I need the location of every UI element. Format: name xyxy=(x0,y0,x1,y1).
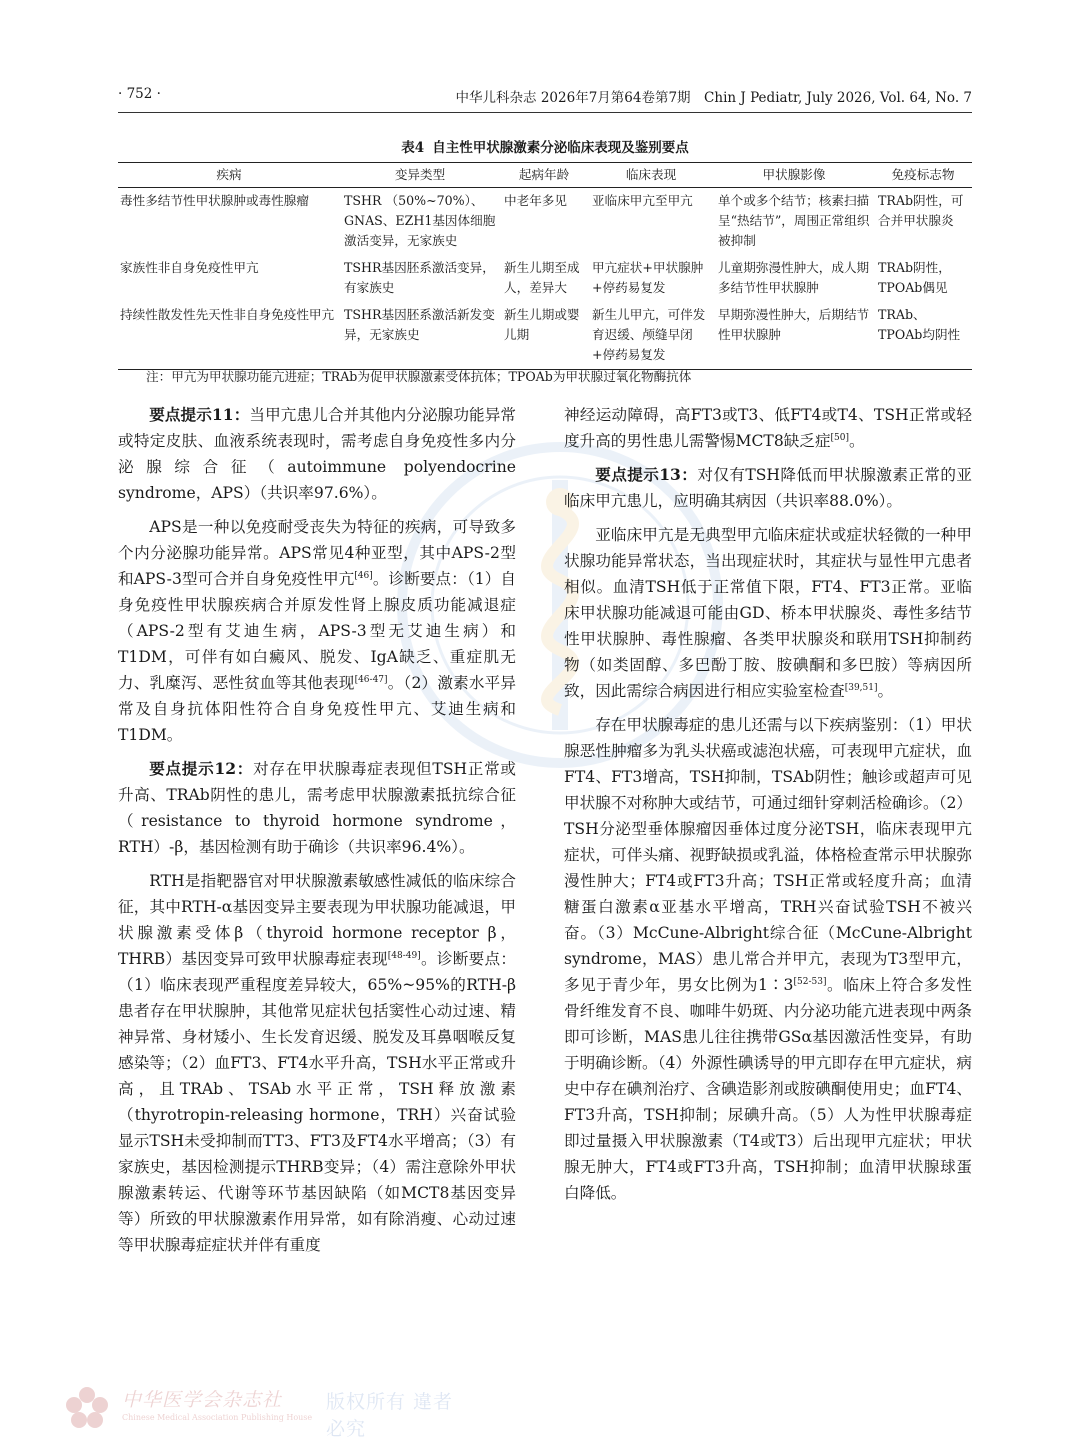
paragraph-text: RTH是指靶器官对甲状腺激素敏感性减低的临床综合征，其中RTH-α基因变异主要表现为甲状腺功能减退，甲状腺激素受体β（thyroid hormone receptor β，THRB）基因变异可致甲状腺毒症表现 xyxy=(118,872,516,968)
citation: [50] xyxy=(830,433,850,443)
cell-disease: 家族性非自身免疫性甲亢 xyxy=(120,260,259,275)
copyright-stamp: 版权所有 違者必究 xyxy=(326,1391,454,1440)
table-title: 自主性甲状腺激素分泌临床表现及鉴别要点 xyxy=(432,140,689,156)
column-header-immune: 免疫标志物 xyxy=(874,163,972,188)
table-row xyxy=(118,255,972,302)
cell-imaging: 早期弥漫性肿大，后期结节性甲状腺肿 xyxy=(714,302,874,370)
paragraph-text: 对仅有TSH降低而甲状腺激素正常的亚临床甲亢患儿，应明确其病因（共识率88.0%）。 xyxy=(564,466,973,510)
column-header-clinical: 临床表现 xyxy=(588,163,714,188)
cell-immune: TRAb阴性，可合并甲状腺炎 xyxy=(878,193,964,228)
cell-onset: 新生儿期或婴儿期 xyxy=(500,302,588,370)
paragraph-text: 。诊断要点：（1）自身免疫性甲状腺疾病合并原发性肾上腺皮质功能减退症（APS-2型有艾迪生病，APS-3型无艾迪生病）和T1DM，可伴有如白癜风、脱发、IgA缺乏、重症肌无力、乳糜泻、恶性贫血等其他表现 xyxy=(118,570,516,692)
key-point-heading: 要点提示11： xyxy=(149,405,250,424)
citation: [48-49] xyxy=(387,951,421,961)
key-point-heading: 要点提示13： xyxy=(595,465,698,484)
table-label: 表4 xyxy=(401,140,425,156)
cell-disease: 持续性散发性先天性非自身免疫性甲亢 xyxy=(118,302,340,370)
flower-logo-icon xyxy=(64,1385,110,1429)
table-caption xyxy=(118,136,972,156)
citation: [46-47] xyxy=(354,675,388,685)
cell-clinical: 亚临床甲亢至甲亢 xyxy=(592,193,693,208)
punctuation: 。 xyxy=(877,682,894,700)
header-rule xyxy=(118,112,972,113)
body-paragraph xyxy=(564,712,972,1206)
page-header xyxy=(118,86,972,108)
citation: [39,51] xyxy=(844,683,878,693)
body-paragraph xyxy=(118,868,516,1258)
citation: [46] xyxy=(354,571,373,581)
cell-variant: TSHR （50%~70%）、GNAS、EZH1基因体细胞激活变异，无家族史 xyxy=(344,193,496,248)
body-paragraph xyxy=(118,514,516,748)
cell-clinical: 新生儿甲亢，可伴发育迟缓、颅缝早闭+停药易复发 xyxy=(588,302,714,370)
column-header-variant: 变异类型 xyxy=(340,163,500,188)
cell-imaging: 单个或多个结节；核素扫描呈“热结节”，周围正常组织被抑制 xyxy=(718,193,870,248)
cell-immune: TRAb阴性，TPOAb偶见 xyxy=(878,260,951,295)
key-point-12 xyxy=(118,756,516,860)
column-header-onset: 起病年龄 xyxy=(500,163,588,188)
citation: [52-53] xyxy=(793,977,827,987)
paragraph-text: 神经运动障碍，高FT3或T3、低FT4或T4、TSH正常或轻度升高的男性患儿需警惕MCT8缺乏症 xyxy=(564,406,972,450)
paragraph-text: 存在甲状腺毒症的患儿还需与以下疾病鉴别：（1）甲状腺恶性肿瘤多为乳头状癌或滤泡状癌，可表现甲亢症状，血FT4、FT3增高，TSH抑制，TSAb阴性；触诊或超声可见甲状腺不对称肿大或结节，可通过细针穿刺活检确诊。（2）TSH分泌型垂体腺瘤因垂体过度分泌TSH，临床表现甲亢症状，可伴头痛、视野缺损或乳溢，体格检查常示甲状腺弥漫性肿大；FT4或FT3升高；TSH正常或轻度升高；血清糖蛋白激素α亚基水平增高，TRH兴奋试验TSH不被兴奋。（3）McCune-Albright综合征（McCune-Albright syndrome，MAS）患儿常合并甲亢，表现为T3型甲亢，多见于青少年，男女比例为1∶3 xyxy=(564,716,972,994)
punctuation: 。 xyxy=(849,432,865,450)
key-point-11 xyxy=(118,402,516,506)
data-table xyxy=(118,162,972,370)
body-paragraph xyxy=(564,402,972,454)
paragraph-text: APS是一种以免疫耐受丧失为特征的疾病，可导致多个内分泌腺功能异常。APS常见4种亚型，其中APS-2型和APS-3型可合并自身免疫性甲亢 xyxy=(118,518,516,588)
table-header-row xyxy=(118,163,972,188)
paragraph-text: 亚临床甲亢是无典型甲亢临床症状或症状轻微的一种甲状腺功能异常状态，当出现症状时，其症状与显性甲亢患者相似。血清TSH低于正常值下限，FT4、FT3正常。亚临床甲状腺功能减退可能由GD、桥本甲状腺炎、毒性多结节性甲状腺肿、毒性腺瘤、各类甲状腺炎和联用TSH抑制药物（如类固醇、多巴酚丁胺、胺碘酮和多巴胺）等病因所致，因此需综合病因进行相应实验室检查 xyxy=(564,526,972,700)
page-number: · 752 · xyxy=(118,86,161,102)
column-header-disease: 疾病 xyxy=(118,163,340,188)
body-column-left xyxy=(118,402,516,1266)
publisher-name-en: Chinese Medical Association Publishing House xyxy=(122,1413,313,1422)
cell-onset: 中老年多见 xyxy=(504,193,567,208)
body-paragraph xyxy=(564,522,972,704)
paragraph-text: 。诊断要点：（1）临床表现严重程度差异较大，65%~95%的RTH-β患者存在甲状腺肿，其他常见症状包括窦性心动过速、精神异常、身材矮小、生长发育迟缓、脱发及耳鼻咽喉反复感染等；（2）血FT3、FT4水平升高，TSH水平正常或升高，且TRAb、TSAb水平正常，TSH释放激素（thyrotropin-releasing hormone，TRH）兴奋试验显示TSH未受抑制而TT3、FT3及FT4水平增高；（3）有家族史，基因检测提示THRB变异；（4）需注意除外甲状腺激素转运、代谢等环节基因缺陷（如MCT8基因变异等）所致的甲状腺激素作用异常，如有除消瘦、心动过速等甲状腺毒症症状并伴有重度 xyxy=(118,950,516,1254)
key-point-13 xyxy=(564,462,972,514)
paragraph-text: 。（2）激素水平异常及自身抗体阳性符合自身免疫性甲亢、艾迪生病和T1DM。 xyxy=(118,674,516,744)
table-row xyxy=(118,188,972,256)
cell-imaging: 儿童期弥漫性肿大，成人期多结节性甲状腺肿 xyxy=(718,260,870,295)
column-header-imaging: 甲状腺影像 xyxy=(714,163,874,188)
body-column-right xyxy=(564,402,972,1214)
publisher-name-cn: 中华医学会杂志社 xyxy=(122,1389,283,1411)
paragraph-text: 对存在甲状腺毒症表现但TSH正常或升高、TRAb阴性的患儿，需考虑甲状腺激素抵抗综合征（resistance to thyroid hormone syndrome，RTH）-β，基因检测有助于确诊（共识率96.4%）。 xyxy=(118,760,517,856)
paragraph-text: 当甲亢患儿合并其他内分泌腺功能异常或特定皮肤、血液系统表现时，需考虑自身免疫性多内分泌腺综合征（autoimmune polyendocrine syndrome，APS）（共识率97.6%）。 xyxy=(118,406,516,502)
key-point-heading: 要点提示12： xyxy=(149,759,254,778)
cell-onset: 新生儿期至成人，差异大 xyxy=(504,260,580,295)
cell-immune: TRAb、TPOAb均阴性 xyxy=(874,302,972,370)
cell-variant: TSHR基因胚系激活变异，有家族史 xyxy=(344,260,495,295)
table-row xyxy=(118,302,972,370)
table-footnote: 注：甲亢为甲状腺功能亢进症；TRAb为促甲状腺激素受体抗体；TPOAb为甲状腺过氧化物酶抗体 xyxy=(146,369,692,384)
cell-disease: 毒性多结节性甲状腺肿或毒性腺瘤 xyxy=(120,193,309,208)
publisher-watermark xyxy=(64,1385,464,1440)
cell-clinical: 甲亢症状+甲状腺肿+停药易复发 xyxy=(592,260,704,295)
paragraph-text: 。临床上符合多发性骨纤维发育不良、咖啡牛奶斑、内分泌功能亢进表现中两条即可诊断，MAS患儿往往携带GSα基因激活性变异，有助于明确诊断。（4）外源性碘诱导的甲亢即存在甲亢症状，病史中存在碘剂治疗、含碘造影剂或胺碘酮使用史；血FT4、FT3升高，TSH抑制；尿碘升高。（5）人为性甲状腺毒症即过量摄入甲状腺激素（T4或T3）后出现甲亢症状；甲状腺无肿大，FT4或FT3升高，TSH抑制；血清甲状腺球蛋白降低。 xyxy=(564,976,972,1202)
cell-variant: TSHR基因胚系激活新发变异，无家族史 xyxy=(340,302,500,370)
journal-citation: 中华儿科杂志 2026年7月第64卷第7期 Chin J Pediatr, July 2026, Vol. 64, No. 7 xyxy=(455,90,972,106)
